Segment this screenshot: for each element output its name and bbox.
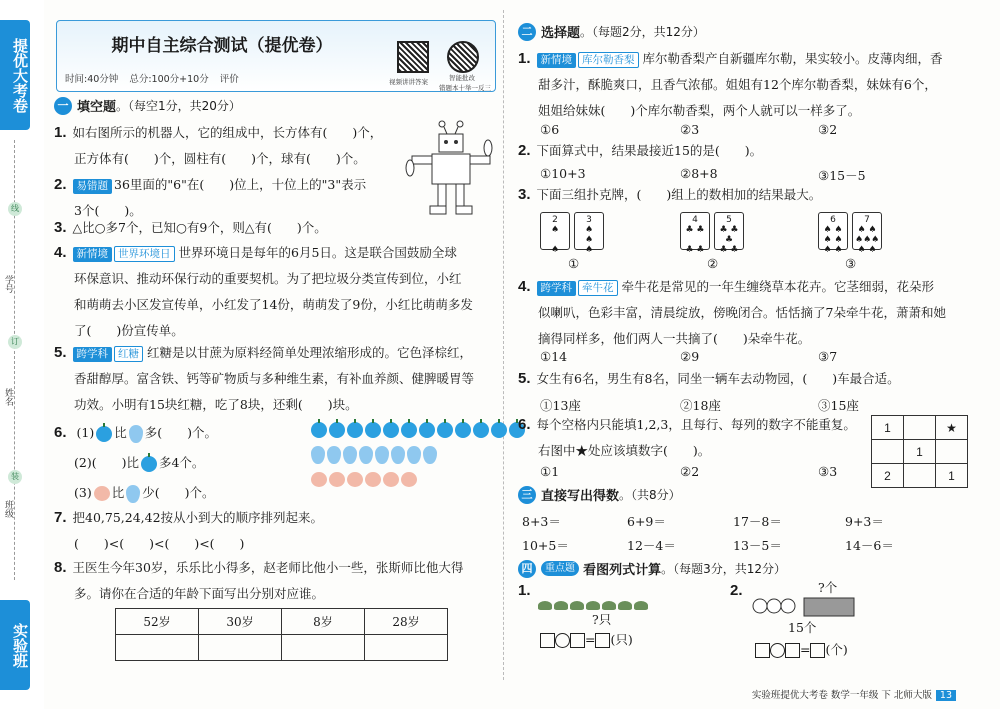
evaluation-label: 评价 — [219, 74, 239, 85]
playing-card-icon: 7 ♠ ♠ ♠♠♠ ♠ ♠ — [852, 212, 882, 250]
strip-label-id: 学号 — [3, 275, 13, 293]
equation-boxes[interactable]: = (只) — [540, 630, 633, 648]
card-group-label[interactable]: ② — [707, 256, 719, 271]
question-5: 5. 跨学科 红糖 红糖是以甘蔗为原料经简单处理浓缩形成的。它色泽棕红， 香甜醇厚。富含铁、钙等矿物质与多种维生素，有补血养颜、健脾暖胃等 功效。小明有15块红糖，吃了8块，还剩( )块。 — [54, 344, 475, 412]
calc-item[interactable]: 8+3＝ — [522, 514, 561, 529]
robot-figure-icon — [404, 120, 494, 220]
age-cell: 52岁 — [116, 609, 199, 635]
playing-card-icon: 6 ♠ ♠ ♠ ♠ ♠ ♠ — [818, 212, 848, 250]
grid-cell: 1 — [936, 464, 968, 488]
apple-icon — [141, 456, 157, 472]
choice-2: 2. 下面算式中，结果最接近15的是( )。 — [518, 142, 763, 159]
option[interactable]: ②2 — [680, 464, 700, 479]
left-column — [46, 0, 498, 709]
apple-row — [311, 422, 525, 438]
grid-cell: 2 — [872, 464, 904, 488]
binding-strip — [0, 0, 44, 709]
calc-item[interactable]: 13－5＝ — [733, 538, 782, 553]
choice-3: 3. 下面三组扑克牌，( )组上的数相加的结果最大。 — [518, 186, 822, 203]
section-2-heading: 二 选择题 。（每题2分，共12分） — [518, 22, 705, 41]
exam-title: 期中自主综合测试（提优卷） — [111, 36, 333, 56]
question-8: 8. 王医生今年30岁，乐乐比小得多，赵老师比他小一些，张斯师比他大得 多。请你在合适的年龄下面写出分别对应谁。 — [54, 559, 464, 601]
card-group-label[interactable]: ③ — [845, 256, 857, 271]
question-4: 4. 新情境 世界环境日 世界环境日是每年的6月5日。这是联合国鼓励全球 环保意识、推动环保行动的重要契机。为了把垃圾分类宣传到位，小红 和萌萌去小区发宣传单，小红发了14份，萌萌发了9份，小红比萌萌多发 了( )份宣传单。 — [54, 244, 473, 338]
grid-cell — [872, 440, 904, 464]
strip-label-class: 班级 — [3, 500, 13, 518]
playing-card-icon: 5 ♣ ♣ ♣ ♣ ♣ — [714, 212, 744, 250]
option[interactable]: ①13座 — [540, 398, 581, 413]
grid-cell: 1 — [872, 416, 904, 440]
time-limit: 时间:40分钟 — [65, 74, 119, 85]
exam-header — [56, 20, 496, 92]
total-count-label: 15个 — [788, 620, 817, 635]
total-score: 总分:100分+10分 — [129, 74, 209, 85]
peach-icon — [94, 486, 110, 501]
question-2: 2. 易错题 36里面的"6"在( )位上，十位上的"3"表示 3个( )。 — [54, 176, 367, 218]
playing-card-icon: 4 ♣ ♣ ♣ ♣ — [680, 212, 710, 250]
star-icon: ★ — [936, 416, 968, 440]
option[interactable]: ③15－5 — [818, 168, 866, 183]
option[interactable]: ①1 — [540, 464, 560, 479]
grid-cell — [936, 440, 968, 464]
number-grid — [871, 415, 968, 488]
choice-6: 6. 每个空格内只能填1,2,3，且每行、每列的数字不能重复。 右图中★处应该填数字( )。 — [518, 416, 856, 458]
smart-grading-icon[interactable] — [447, 41, 479, 73]
qr-grading-label: 智能批改 — [449, 74, 475, 82]
question-3: 3. △比○多7个，已知○有9个，则△有( )个。 — [54, 219, 327, 236]
page-number: 13 — [936, 690, 956, 701]
option[interactable]: ②18座 — [680, 398, 721, 413]
choice-5: 5. 女生有6名，男生有8名，同坐一辆车去动物园，( )车最合适。 — [518, 370, 900, 387]
pear-icon — [129, 425, 143, 443]
qr-code-icon[interactable] — [397, 41, 429, 73]
qr-grading-sub: 错题本十举一反三 — [439, 84, 491, 92]
playing-card-icon: 2 ♠ ♠ — [540, 212, 570, 250]
option[interactable]: ①14 — [540, 349, 568, 364]
question-7: 7. 把40,75,24,42按从小到大的顺序排列起来。 ( )<( )<( )<( ) — [54, 509, 324, 551]
unknown-count-label: ?只 — [592, 612, 612, 627]
calc-item[interactable]: 12－4＝ — [627, 538, 676, 553]
question-6: 6. (1) 比 多( )个。 (2)( )比 多4个。 (3) 比 少( )个。 — [54, 418, 217, 508]
strip-dot-bind: 订 — [8, 335, 22, 349]
strip-label-name: 姓名 — [3, 388, 13, 406]
age-cell: 8岁 — [282, 609, 365, 635]
option[interactable]: ③2 — [818, 122, 838, 137]
age-table — [115, 608, 448, 661]
peach-row — [311, 472, 417, 487]
age-cell: 28岁 — [365, 609, 448, 635]
pear-row — [311, 446, 437, 464]
strip-dot-line: 线 — [8, 202, 22, 216]
calc-item[interactable]: 10+5＝ — [522, 538, 569, 553]
strip-bottom-band: 实验班 — [0, 600, 30, 690]
playing-card-icon: 3 ♠ ♠ ♠ — [574, 212, 604, 250]
grid-cell — [904, 416, 936, 440]
calc-item[interactable]: 14－6＝ — [845, 538, 894, 553]
choice-1: 1. 新情境 库尔勒香梨 库尔勒香梨产自新疆库尔勒，果实较小。皮薄肉细，香 甜多汁，酥脆爽口，且香气浓郁。姐姐有12个库尔勒香梨，妹妹有6个， 姐姐给妹妹( )个库尔勒香梨，两个人就可以一样多了。 — [518, 50, 943, 118]
unknown-count-label: ?个 — [818, 580, 838, 595]
card-group-label[interactable]: ① — [568, 256, 580, 271]
grid-cell — [904, 464, 936, 488]
section-4-heading: 四 重点题 看图列式计算 。（每题3分，共12分） — [518, 559, 786, 578]
strip-dot-install: 装 — [8, 470, 22, 484]
age-cell: 30岁 — [199, 609, 282, 635]
column-divider — [503, 10, 504, 680]
answer-cell[interactable] — [199, 635, 282, 661]
option[interactable]: ③3 — [818, 464, 838, 479]
section-3-heading: 三 直接写出得数 。（共8分） — [518, 485, 681, 504]
qr-video-label: 视频讲讲答案 — [389, 78, 428, 86]
calc-item[interactable]: 9+3＝ — [845, 514, 884, 529]
calc-item[interactable]: 6+9＝ — [627, 514, 666, 529]
section-1-heading: 一 填空题 。（每空1分，共20分） — [54, 96, 241, 115]
option[interactable]: ②8+8 — [680, 166, 718, 181]
calc-item[interactable]: 17－8＝ — [733, 514, 782, 529]
grid-cell: 1 — [904, 440, 936, 464]
pear-icon — [126, 485, 140, 503]
exam-info — [65, 71, 247, 85]
question-1: 1. 如右图所示的机器人，它的组成中，长方体有( )个， 正方体有( )个，圆柱有( )个，球有( )个。 — [54, 124, 383, 166]
equation-boxes[interactable]: = (个) — [755, 640, 848, 658]
option[interactable]: ②9 — [680, 349, 700, 364]
answer-cell[interactable] — [116, 635, 199, 661]
strip-top-band: 提优大考卷 — [0, 20, 30, 130]
apple-icon — [96, 426, 112, 442]
picture-problem-2: 2. — [730, 582, 743, 599]
section-number: 一 — [54, 97, 72, 115]
option[interactable]: ②3 — [680, 122, 700, 137]
option[interactable]: ①10+3 — [540, 166, 586, 181]
page-footer: 实验班提优大考卷 数学一年级 下 北师大版 13 — [752, 687, 956, 701]
answer-cell[interactable] — [365, 635, 448, 661]
option[interactable]: ③7 — [818, 349, 838, 364]
picture-problem-1: 1. — [518, 582, 531, 599]
choice-4: 4. 跨学科 牵牛花 牵牛花是常见的一年生缠绕草本花卉。它茎细弱，花朵形 似喇叭，色彩丰富，清晨绽放，傍晚闭合。恬恬摘了7朵牵牛花，萧萧和她 摘得同样多，他们两人一共摘了( )朵牵牛花。 — [518, 278, 946, 346]
option[interactable]: ①6 — [540, 122, 560, 137]
answer-cell[interactable] — [282, 635, 365, 661]
option[interactable]: ③15座 — [818, 398, 859, 413]
